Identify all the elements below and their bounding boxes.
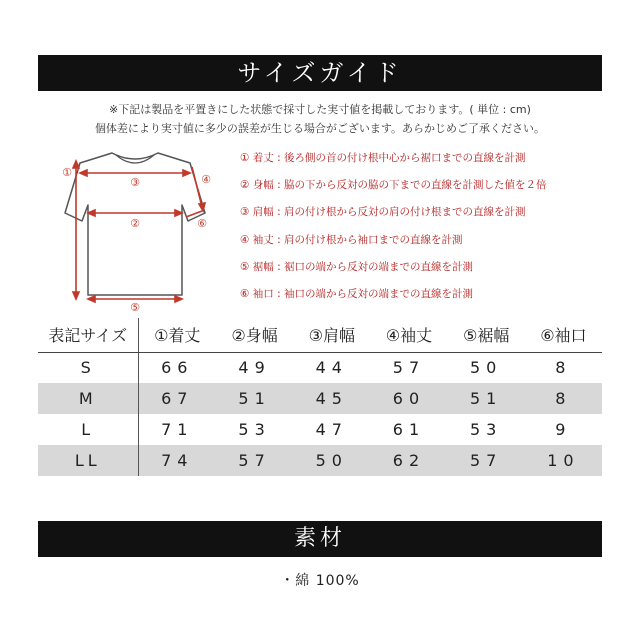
marker-5: ⑤ — [130, 301, 140, 314]
size-table — [38, 318, 602, 476]
table-cell: 51 — [448, 383, 525, 414]
table-cell: 8 — [525, 383, 602, 414]
size-label: L — [38, 414, 138, 445]
marker-2: ② — [130, 217, 140, 230]
legend-shoulder: ③ 肩幅 : 肩の付け根から反対の肩の付け根までの直線を計測 — [240, 206, 526, 219]
header-size: 表記サイズ — [38, 318, 138, 352]
header-shoulder: ③肩幅 — [293, 318, 370, 352]
material-composition: ・綿 100% — [280, 573, 360, 589]
legend-hem: ⑤ 裾幅 : 裾口の端から反対の端までの直線を計測 — [240, 260, 473, 273]
table-cell: 53 — [238, 420, 271, 439]
legend-cuff: ⑥ 袖口 : 袖口の端から反対の端までの直線を計測 — [240, 287, 473, 300]
table-cell: 57 — [448, 445, 525, 476]
table-cell: 8 — [555, 358, 572, 378]
table-header-row — [38, 318, 602, 352]
table-row — [38, 352, 602, 383]
table-cell: 50 — [293, 445, 370, 476]
size-label: LL — [38, 445, 138, 476]
header-sleeve: ④袖丈 — [370, 318, 447, 352]
table-cell: 49 — [238, 358, 271, 378]
table-cell: 67 — [138, 383, 216, 414]
table-cell: 60 — [370, 383, 447, 414]
marker-3: ③ — [130, 176, 140, 189]
measurement-note: ※下記は製品を平置きにした状態で採寸した実寸値を掲載しております。( 単位 : cm) — [109, 103, 531, 116]
table-cell: 61 — [392, 420, 426, 439]
table-cell: 45 — [293, 383, 370, 414]
legend-sleeve: ④ 袖丈 : 肩の付け根から袖口までの直線を計測 — [240, 233, 463, 246]
table-cell: 71 — [161, 420, 194, 439]
table-row — [38, 414, 602, 445]
tshirt-diagram — [50, 145, 220, 315]
marker-4: ④ — [201, 173, 211, 186]
legend-length: ① 着丈 : 後ろ側の首の付け根中心から裾口までの直線を計測 — [240, 152, 526, 164]
table-cell: 51 — [216, 383, 293, 414]
table-cell: 66 — [161, 358, 194, 378]
material-title: 素材 — [38, 521, 602, 557]
table-cell: 44 — [315, 358, 348, 378]
table-cell: 62 — [370, 445, 447, 476]
variance-note: 個体差により実寸値に多少の誤差が生じる場合がございます。あらかじめご了承ください。 — [94, 122, 546, 135]
table-cell: 47 — [315, 420, 348, 439]
table-cell: 50 — [469, 358, 503, 378]
table-cell: 57 — [392, 358, 426, 378]
marker-1: ① — [62, 166, 72, 179]
header-width: ②身幅 — [216, 318, 293, 352]
size-label: S — [38, 352, 138, 383]
measurement-legend — [240, 150, 630, 313]
table-cell: 74 — [138, 445, 216, 476]
table-cell: 10 — [525, 445, 602, 476]
header-cuff: ⑥袖口 — [525, 318, 602, 352]
marker-6: ⑥ — [197, 217, 207, 230]
table-row — [38, 383, 602, 414]
size-guide-title: サイズガイド — [38, 55, 602, 91]
table-cell: 57 — [216, 445, 293, 476]
table-cell: 53 — [469, 420, 503, 439]
header-length: ①着丈 — [138, 318, 216, 352]
size-label: M — [38, 383, 138, 414]
table-row — [38, 445, 602, 476]
header-hem: ⑤裾幅 — [448, 318, 525, 352]
table-cell: 9 — [555, 420, 572, 439]
legend-width: ② 身幅 : 脇の下から反対の脇の下までの直線を計測した値を２倍 — [240, 179, 547, 192]
